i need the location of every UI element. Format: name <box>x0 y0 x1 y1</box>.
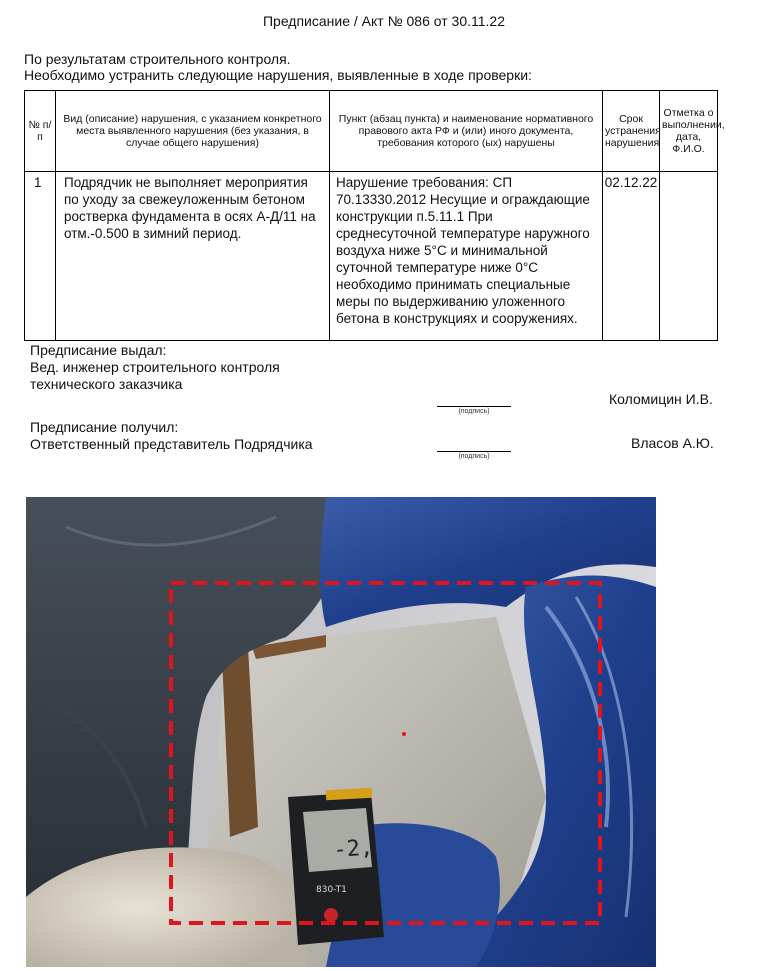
received-signature-caption: (подпись) <box>458 453 490 460</box>
row-deadline: 02.12.22 <box>603 172 660 341</box>
col-header-description: Вид (описание) нарушения, с указанием конкретного места выявленного нарушения (без указания, в случае общего нарушения) <box>56 91 330 172</box>
intro-line-2: Необходимо устранить следующие нарушения, выявленные в ходе проверки: <box>24 67 532 83</box>
row-number: 1 <box>25 172 56 341</box>
document-title: Предписание / Акт № 086 от 30.11.22 <box>262 13 505 29</box>
row-completion <box>660 172 718 341</box>
intro-line-1: По результатам строительного контроля. <box>24 51 291 67</box>
col-header-completion: Отметка о выполнении, дата, Ф.И.О. <box>660 91 718 172</box>
issued-position-line-1: Вед. инженер строительного контроля <box>30 359 280 375</box>
issued-block <box>30 342 280 393</box>
issued-signature-caption: (подпись) <box>458 408 490 415</box>
issued-signature-line <box>437 406 511 407</box>
received-position: Ответственный представитель Подрядчика <box>30 436 313 452</box>
received-block <box>30 419 313 453</box>
issued-label: Предписание выдал: <box>30 342 167 358</box>
intro-text <box>24 51 532 83</box>
row-description: Подрядчик не выполняет мероприятия по уходу за свежеуложенным бетоном ростверка фундамента в осях А-Д/11 на отм.-0.500 в зимний период. <box>56 172 330 341</box>
col-header-deadline: Срок устранения нарушения <box>603 91 660 172</box>
violations-table <box>24 90 725 341</box>
table-row <box>25 172 718 341</box>
received-label: Предписание получил: <box>30 419 179 435</box>
laser-dot <box>402 732 406 736</box>
col-header-clause: Пункт (абзац пункта) и наименование нормативного правового акта РФ и (или) иного документа, требования которого (ых) нарушены <box>330 91 603 172</box>
site-photo <box>26 497 656 967</box>
issued-position-line-2: технического заказчика <box>30 376 183 392</box>
received-name: Власов А.Ю. <box>631 435 714 451</box>
meter-model: 830-T1 <box>316 885 347 895</box>
issued-name: Коломицин И.В. <box>609 391 713 407</box>
row-clause: Нарушение требования: СП 70.13330.2012 Несущие и ограждающие конструкции п.5.11.1 При среднесуточной температуре наружного воздуха ниже 5°С и минимальной суточной температуре ниже 0°С необходимо принимать специальные меры по выдерживанию уложенного бетона в конструкциях и сооружениях. <box>330 172 603 341</box>
received-signature-line <box>437 451 511 452</box>
meter-reading: -2, <box>332 835 375 863</box>
table-header-row <box>25 91 718 172</box>
col-header-number: № п/п <box>25 91 56 172</box>
